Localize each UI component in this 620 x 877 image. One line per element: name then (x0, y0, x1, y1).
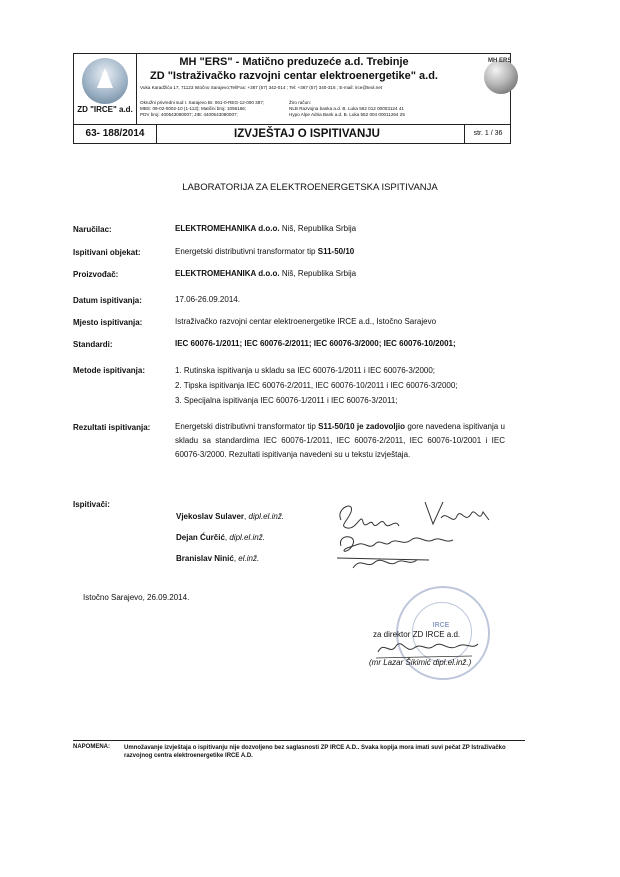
footer-divider (73, 740, 525, 741)
field-value: IEC 60076-1/2011; IEC 60076-2/2011; IEC 60076-3/2000; IEC 60076-10/2001; (175, 339, 456, 348)
report-title-bar (73, 124, 511, 144)
field-value: ELEKTROMEHANIKA d.o.o. Niš, Republika Srbija (175, 224, 357, 233)
tester-name: Vjekoslav Sulaver, dipl.el.inž. (176, 512, 285, 521)
results-text: Energetski distributivni transformator tip S11-50/10 je zadovoljio gore navedena ispitivanja u skladu sa standardima IEC 60076-1/2011, IEC 60076-2/2011, IEC 60076-10/2001 i IEC 60076-3/2000. Rezultati ispitivanja navedeni su u tekstu izvještaja. (175, 422, 505, 459)
tester-name: Branislav Ninić, el.inž. (176, 554, 260, 563)
method-item: 3. Specijalna ispitivanja IEC 60076-1/2011 i IEC 60076-3/2011; (175, 396, 398, 405)
method-item: 2. Tipska ispitivanja IEC 60076-2/2011, IEC 60076-10/2011 i IEC 60076-3/2000; (175, 381, 458, 390)
place-date: Istočno Sarajevo, 26.09.2014. (83, 593, 190, 602)
logo-mark-icon (97, 68, 113, 88)
note-heading: NAPOMENA: (73, 744, 110, 750)
director-name: (mr Lazar Šikimić dipl.el.inž.) (369, 658, 472, 667)
field-label: Standardi: (73, 340, 113, 349)
field-label: Mjesto ispitivanja: (73, 318, 143, 327)
company-title: MH "ERS" - Matično preduzeće a.d. Trebinje (179, 56, 409, 68)
methods-list (175, 363, 505, 408)
results-label: Rezultati ispitivanja: (73, 423, 151, 432)
director-line: za direktor ZD IRCE a.d. (373, 630, 461, 639)
bank-info (289, 100, 405, 118)
bank-line: NLB Razvojna banka a.d. B. Luka 562 012 00003124 41 (289, 106, 404, 111)
field-label: Datum ispitivanja: (73, 296, 142, 305)
tester-signatures (333, 490, 513, 570)
mh-ers-logo (484, 60, 518, 94)
field-value: Energetski distributivni transformator tip S11-50/10 (175, 247, 355, 256)
tester-name: Dejan Ćurčić, dipl.el.inž. (176, 533, 265, 542)
bank-line: Hypo Alpe Adria Bank a.d. B. Luka 552 004 00011264 25 (289, 112, 405, 117)
stamp-text: IRCE (432, 622, 450, 629)
field-label: Proizvođač: (73, 270, 119, 279)
laboratory-heading: LABORATORIJA ZA ELEKTROENERGETSKA ISPITIVANJA (182, 182, 438, 193)
address-line: Vuka Karadžića 17, 71123 Istočno Sarajevo;Tel/Fax: +387 (57) 342-014 ; Tel: +387 (57) 340-316 ; E-mail: irce@teol.net (140, 85, 383, 90)
reg-line: Okružni privredni sud I. Sarajevo Br. 061-0-REG-12-000 387; (140, 100, 265, 105)
report-title: IZVJEŠTAJ O ISPITIVANJU (234, 128, 380, 140)
field-value: Istraživačko razvojni centar elektroenergetike IRCE a.d., Istočno Sarajevo (175, 317, 437, 326)
logo-text: ZD "IRCE" a.d. (77, 105, 133, 114)
director-signature (372, 638, 482, 660)
report-number: 63- 188/2014 (74, 125, 157, 143)
testers-label: Ispitivači: (73, 500, 110, 509)
center-title: ZD "Istraživačko razvojni centar elektroenergetike" a.d. (150, 70, 438, 82)
mh-ers-logo-text: MH ERS (488, 58, 512, 64)
bank-line: Žiro račun: (289, 100, 311, 105)
field-label: Ispitivani objekat: (73, 248, 141, 257)
irce-logo (74, 54, 137, 124)
field-value: ELEKTROMEHANIKA d.o.o. Niš, Republika Srbija (175, 269, 357, 278)
reg-line: PDV broj: 400543080007; JIB: 4400543080007; (140, 112, 238, 117)
note-text: Umnožavanje izvještaja o ispitivanju nije dozvoljeno bez saglasnosti ZP IRCE A.D.. Svaka kopija mora imati suvi pečat ZP Istraživačko razvojnog centra elektroenergetike IRCE A.D. (124, 745, 506, 759)
registration-info (140, 100, 264, 118)
field-label: Naručilac: (73, 225, 112, 234)
methods-label: Metode ispitivanja: (73, 366, 146, 375)
reg-line: MBS: 09-02-0002-10 (1-113); Matični broj: 1056166; (140, 106, 247, 111)
method-item: 1. Rutinska ispitivanja u skladu sa IEC 60076-1/2011 i IEC 60076-3/2000; (175, 366, 436, 375)
field-value: 17.06-26.09.2014. (175, 295, 240, 304)
page-number: str. 1 / 36 (464, 125, 511, 143)
letterhead (73, 53, 511, 125)
